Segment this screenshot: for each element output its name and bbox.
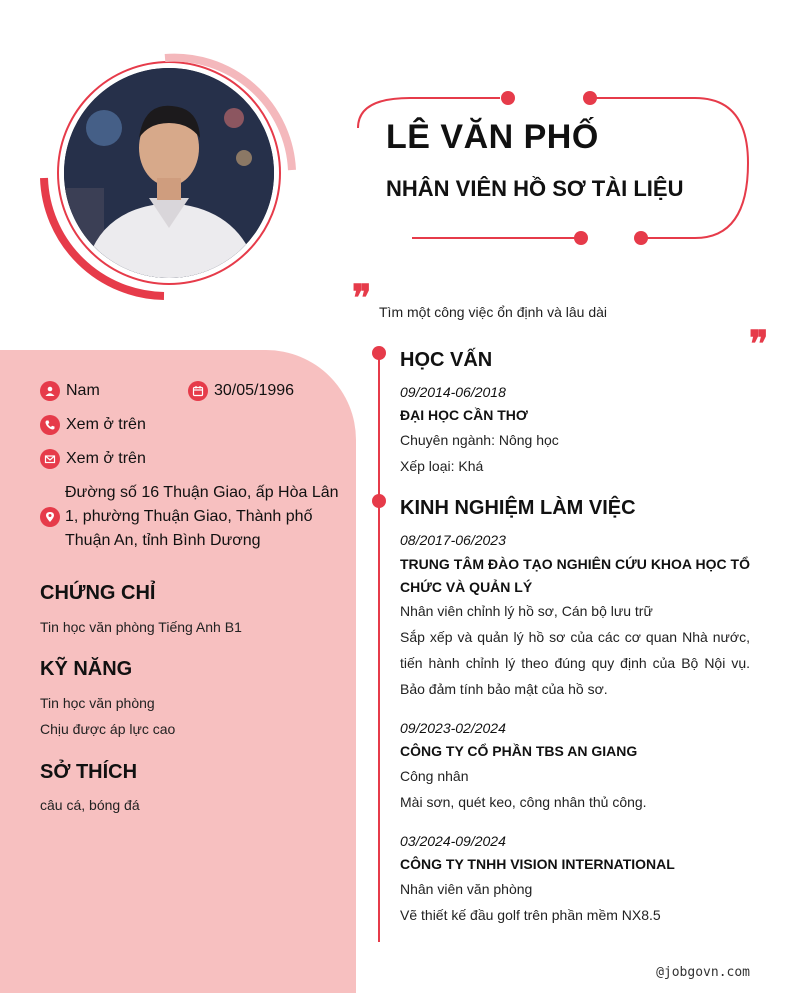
- quote-open-icon: ❞: [352, 277, 372, 319]
- hobbies-heading: SỞ THÍCH: [40, 761, 138, 783]
- phone-icon: [40, 415, 60, 435]
- experience-date: 08/2017-06/2023: [400, 532, 506, 548]
- experience-heading: KINH NGHIỆM LÀM VIỆC: [400, 497, 636, 519]
- experience-date: 03/2024-09/2024: [400, 833, 506, 849]
- career-objective: Tìm một công việc ổn định và lâu dài: [379, 304, 608, 320]
- skill-item: Tin học văn phòng: [40, 695, 155, 711]
- skills-heading: KỸ NĂNG: [40, 658, 133, 680]
- header-frame: [350, 88, 760, 253]
- experience-description: Sắp xếp và quản lý hồ sơ của các cơ quan Nhà nước, tiến hành chỉnh lý theo đúng quy định của Bộ Nội vụ. Bảo đảm tính bảo mật của hồ sơ.: [400, 629, 750, 697]
- gender-row: [40, 381, 100, 401]
- experience-description: Vẽ thiết kế đầu golf trên phần mềm NX8.5: [400, 907, 661, 923]
- certificate-item: Tin học văn phòng Tiếng Anh B1: [40, 619, 242, 635]
- profile-photo-frame: [40, 50, 300, 310]
- calendar-icon: [188, 381, 208, 401]
- certificates-heading: CHỨNG CHỈ: [40, 582, 156, 604]
- experience-company: CÔNG TY TNHH VISION INTERNATIONAL: [400, 856, 675, 872]
- user-icon: [40, 381, 60, 401]
- email-value: Xem ở trên: [66, 450, 146, 467]
- experience-position: Nhân viên văn phòng: [400, 881, 533, 897]
- timeline-dot: [372, 494, 386, 508]
- experience-company: CÔNG TY CỔ PHẦN TBS AN GIANG: [400, 743, 638, 759]
- phone-value: Xem ở trên: [66, 416, 146, 433]
- education-school: ĐẠI HỌC CẦN THƠ: [400, 407, 528, 423]
- phone-row: [40, 415, 146, 435]
- education-major: Chuyên ngành: Nông học: [400, 432, 559, 448]
- quote-close-icon: ❞: [749, 323, 769, 365]
- experience-company: TRUNG TÂM ĐÀO TẠO NGHIÊN CỨU KHOA HỌC TỔ CHỨC VÀ QUẢN LÝ: [400, 556, 750, 595]
- mail-icon: [40, 449, 60, 469]
- experience-date: 09/2023-02/2024: [400, 720, 506, 736]
- experience-description: Mài sơn, quét keo, công nhân thủ công.: [400, 794, 647, 810]
- email-row: [40, 449, 146, 469]
- birthday-row: [188, 381, 294, 401]
- address-row: [40, 507, 66, 527]
- education-date: 09/2014-06/2018: [400, 384, 506, 400]
- candidate-name: LÊ VĂN PHỐ: [386, 118, 599, 156]
- experience-position: Nhân viên chỉnh lý hồ sơ, Cán bộ lưu trữ: [400, 603, 653, 619]
- gender-value: Nam: [66, 382, 100, 399]
- skill-item: Chịu được áp lực cao: [40, 721, 176, 737]
- watermark: @jobgovn.com: [656, 965, 750, 980]
- timeline-line: [378, 352, 380, 942]
- education-heading: HỌC VẤN: [400, 349, 493, 371]
- person-illustration: [64, 68, 274, 278]
- hobby-item: câu cá, bóng đá: [40, 797, 140, 813]
- job-title: NHÂN VIÊN HỒ SƠ TÀI LIỆU: [386, 176, 684, 201]
- experience-position: Công nhân: [400, 768, 469, 784]
- timeline-dot: [372, 346, 386, 360]
- address-value: Đường số 16 Thuận Giao, ấp Hòa Lân 1, phường Thuận Giao, Thành phố Thuận An, tỉnh Bình Dương: [65, 484, 339, 549]
- location-icon: [40, 507, 60, 527]
- avatar: [64, 68, 274, 278]
- birthday-value: 30/05/1996: [214, 382, 295, 399]
- education-grade: Xếp loại: Khá: [400, 458, 484, 474]
